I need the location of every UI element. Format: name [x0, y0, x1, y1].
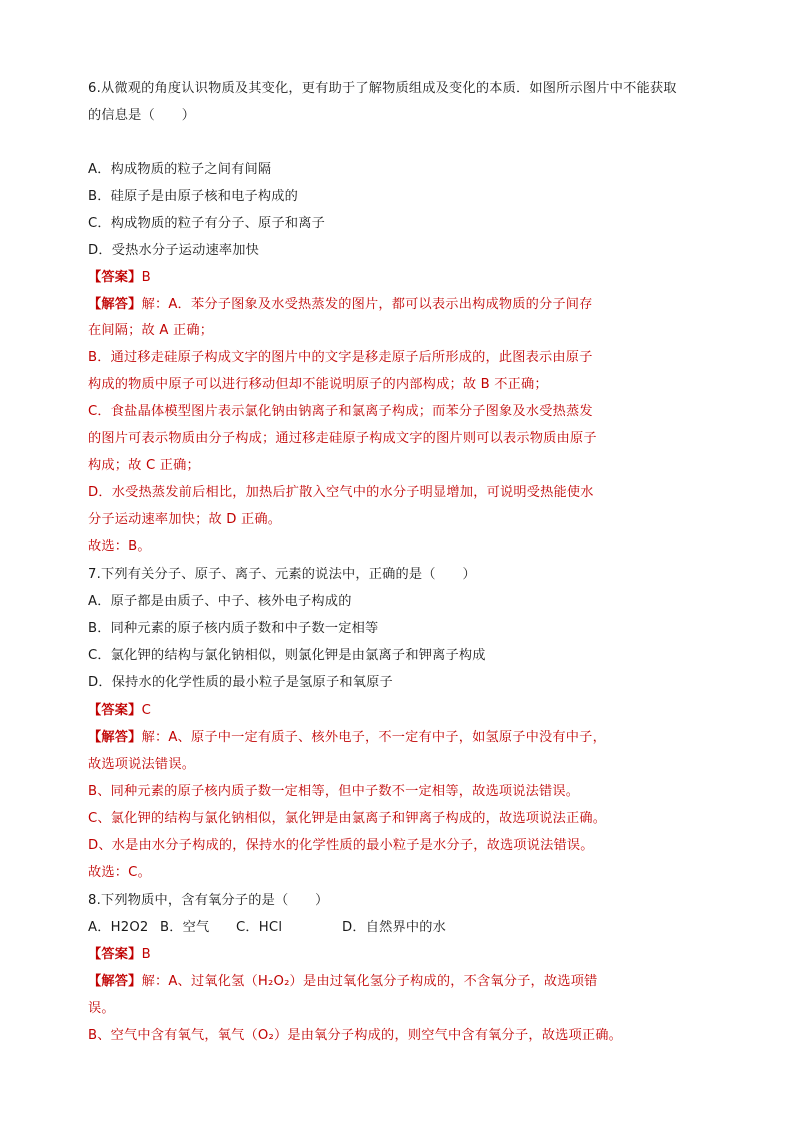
q8-analysis-line3: B、空气中含有氧气，氧气（O₂）是由氧分子构成的，则空气中含有氧分子，故选项正确。 — [88, 1028, 623, 1043]
q8-stem: 8.下列物质中，含有氧分子的是（ ） — [88, 893, 329, 908]
q7-answer-tag: 【答案】 — [88, 703, 142, 718]
q6-analysis-line7: 构成；故 C 正确； — [88, 458, 200, 473]
q6-analysis-line4: 构成的物质中原子可以进行移动但却不能说明原子的内部构成；故 B 不正确； — [88, 377, 548, 392]
q7-option-d: D．保持水的化学性质的最小粒子是氢原子和氧原子 — [88, 675, 393, 690]
q8-analysis-text: 解：A、过氧化氢（H₂O₂）是由过氧化氢分子构成的，不含氧分子，故选项错 — [141, 974, 598, 989]
q6-option-b: B．硅原子是由原子核和电子构成的 — [88, 189, 299, 204]
q7-analysis-line2: 故选项说法错误。 — [88, 757, 196, 772]
q7-option-c: C．氯化钾的结构与氯化钠相似，则氯化钾是由氯离子和钾离子构成 — [88, 648, 486, 663]
q6-answer: B — [141, 270, 151, 285]
q7-answer-line — [88, 702, 151, 720]
q6-analysis-line8: D．水受热蒸发前后相比，加热后扩散入空气中的水分子明显增加，可说明受热能使水 — [88, 485, 594, 500]
q6-option-d: D．受热水分子运动速率加快 — [88, 243, 260, 258]
q6-analysis-line3: B．通过移走硅原子构成文字的图片中的文字是移走原子后所形成的，此图表示由原子 — [88, 350, 593, 365]
q7-analysis-line5: D、水是由水分子构成的，保持水的化学性质的最小粒子是水分子，故选项说法错误。 — [88, 838, 594, 853]
q8-option-c: C．HCl — [236, 920, 283, 935]
q7-option-a: A．原子都是由质子、中子、核外电子构成的 — [88, 594, 352, 609]
q7-analysis-conclusion: 故选：C。 — [88, 865, 151, 880]
q6-analysis-line6: 的图片可表示物质由分子构成；通过移走硅原子构成文字的图片则可以表示物质由原子 — [88, 431, 597, 446]
q6-answer-tag: 【答案】 — [88, 270, 142, 285]
q6-stem-line2: 的信息是（ ） — [88, 108, 196, 123]
q6-analysis-line9: 分子运动速率加快；故 D 正确。 — [88, 512, 282, 527]
q7-answer: C — [141, 703, 151, 718]
q7-analysis-tag: 【解答】 — [88, 730, 142, 745]
q6-analysis-tag: 【解答】 — [88, 297, 142, 312]
q8-analysis-line2: 误。 — [88, 1001, 115, 1016]
q7-analysis-line3: B、同种元素的原子核内质子数一定相等，但中子数不一定相等，故选项说法错误。 — [88, 784, 580, 799]
q6-analysis-text: 解：A．苯分子图象及水受热蒸发的图片，都可以表示出构成物质的分子间存 — [141, 297, 593, 312]
q7-analysis-line1 — [88, 729, 606, 747]
q7-analysis-line4: C、氯化钾的结构与氯化钠相似，氯化钾是由氯离子和钾离子构成的，故选项说法正确。 — [88, 811, 607, 826]
q6-analysis-conclusion: 故选：B。 — [88, 539, 151, 554]
q8-answer: B — [141, 947, 151, 962]
q6-analysis-line5: C．食盐晶体模型图片表示氯化钠由钠离子和氯离子构成；而苯分子图象及水受热蒸发 — [88, 404, 593, 419]
q8-analysis-tag: 【解答】 — [88, 974, 142, 989]
q8-answer-tag: 【答案】 — [88, 947, 142, 962]
q8-option-a: A．H2O2 — [88, 920, 149, 935]
q7-stem: 7.下列有关分子、原子、离子、元素的说法中，正确的是（ ） — [88, 567, 476, 582]
q6-answer-line — [88, 269, 151, 287]
q6-option-a: A．构成物质的粒子之间有间隔 — [88, 162, 272, 177]
q8-option-b: B．空气 — [160, 920, 210, 935]
q7-option-b: B．同种元素的原子核内质子数和中子数一定相等 — [88, 621, 379, 636]
q6-option-c: C．构成物质的粒子有分子、原子和离子 — [88, 216, 325, 231]
q8-answer-line — [88, 946, 151, 964]
q7-analysis-text: 解：A、原子中一定有质子、核外电子，不一定有中子，如氢原子中没有中子， — [141, 730, 606, 745]
q8-option-d: D．自然界中的水 — [342, 920, 447, 935]
q6-analysis-line2: 在间隔；故 A 正确； — [88, 323, 214, 338]
q6-analysis-line1 — [88, 296, 593, 314]
q8-analysis-line1 — [88, 973, 597, 991]
q6-stem-line1: 6.从微观的角度认识物质及其变化，更有助于了解物质组成及变化的本质．如图所示图片中不能获取 — [88, 81, 677, 96]
